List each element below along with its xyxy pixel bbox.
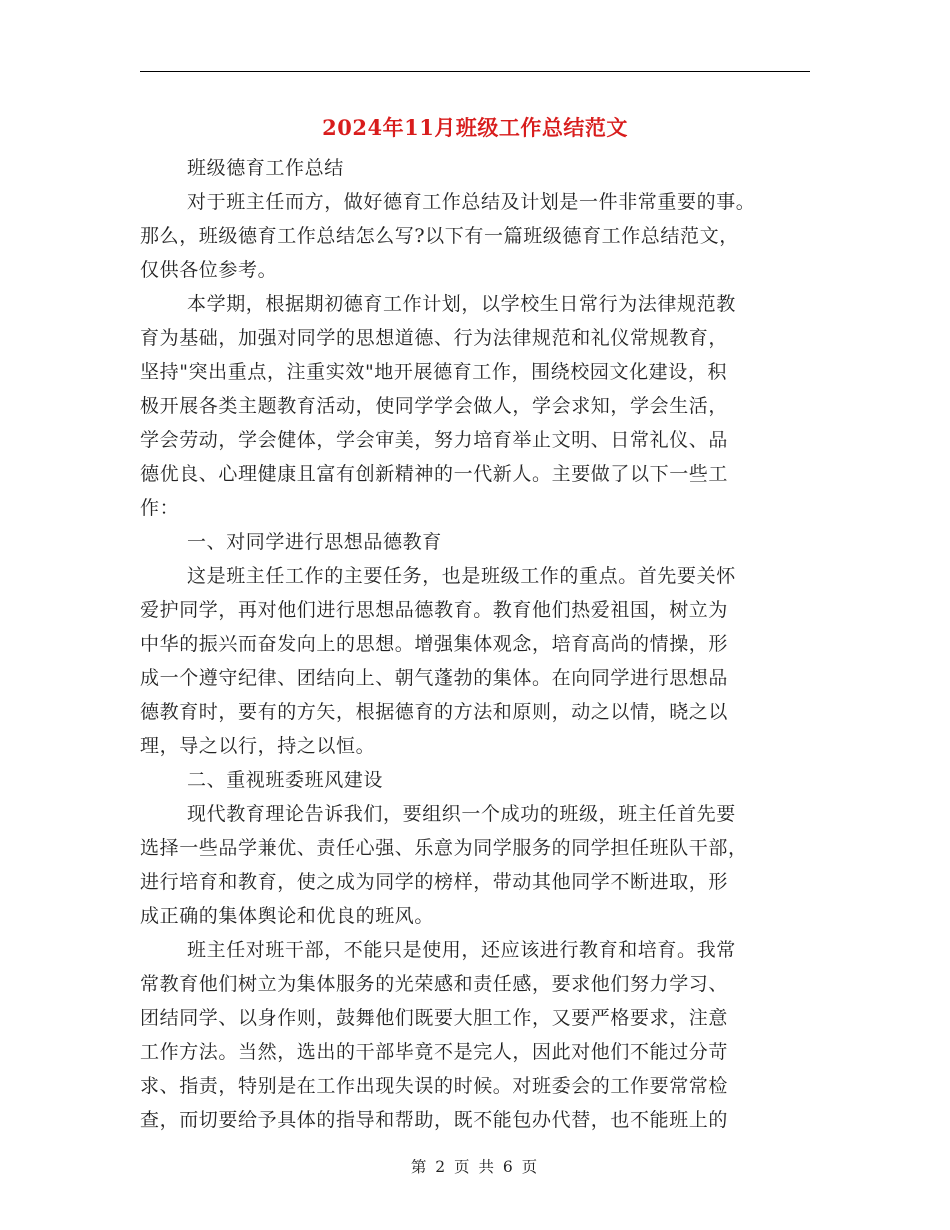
text-line: 查，而切要给予具体的指导和帮助，既不能包办代替，也不能班上的 bbox=[140, 1109, 729, 1131]
text-line: 工作方法。当然，选出的干部毕竟不是完人，因此对他们不能过分苛 bbox=[140, 1041, 729, 1063]
section-heading: 一、对同学进行思想品德教育 bbox=[187, 531, 442, 553]
page-number: 第 2 页 共 6 页 bbox=[410, 1158, 540, 1176]
text-line: 德优良、心理健康且富有创新精神的一代新人。主要做了以下一些工 bbox=[140, 463, 729, 485]
text-line: 那么，班级德育工作总结怎么写?以下有一篇班级德育工作总结范文， bbox=[140, 225, 739, 247]
text-line: 现代教育理论告诉我们，要组织一个成功的班级，班主任首先要 bbox=[187, 803, 736, 825]
header-rule bbox=[140, 71, 810, 72]
text-line: 班主任对班干部，不能只是使用，还应该进行教育和培育。我常 bbox=[187, 939, 736, 961]
text-line: 常教育他们树立为集体服务的光荣感和责任感，要求他们努力学习、 bbox=[140, 973, 729, 995]
text-line: 成一个遵守纪律、团结向上、朝气蓬勃的集体。在向同学进行思想品 bbox=[140, 667, 729, 689]
text-line: 育为基础，加强对同学的思想道德、行为法律规范和礼仪常规教育， bbox=[140, 327, 729, 349]
text-line: 中华的振兴而奋发向上的思想。增强集体观念，培育高尚的情操，形 bbox=[140, 633, 729, 655]
text-line: 极开展各类主题教育活动，使同学学会做人，学会求知，学会生活， bbox=[140, 395, 729, 417]
text-line: 求、指责，特别是在工作出现失误的时候。对班委会的工作要常常检 bbox=[140, 1075, 729, 1097]
text-line: 选择一些品学兼优、责任心强、乐意为同学服务的同学担任班队干部， bbox=[140, 837, 748, 859]
text-line: 团结同学、以身作则，鼓舞他们既要大胆工作，又要严格要求，注意 bbox=[140, 1007, 729, 1029]
text-line: 进行培育和教育，使之成为同学的榜样，带动其他同学不断进取，形 bbox=[140, 871, 729, 893]
text-line: 仅供各位参考。 bbox=[140, 259, 278, 281]
document-title: 2024年11月班级工作总结范文 bbox=[322, 115, 628, 140]
text-line: 本学期，根据期初德育工作计划，以学校生日常行为法律规范教 bbox=[187, 293, 736, 315]
text-line: 对于班主任而方，做好德育工作总结及计划是一件非常重要的事。 bbox=[187, 191, 756, 213]
section-heading: 二、重视班委班风建设 bbox=[187, 769, 384, 791]
text-line: 坚持"突出重点，注重实效"地开展德育工作，围绕校园文化建设，积 bbox=[140, 361, 728, 383]
text-line: 这是班主任工作的主要任务，也是班级工作的重点。首先要关怀 bbox=[187, 565, 736, 587]
text-line: 成正确的集体舆论和优良的班风。 bbox=[140, 905, 435, 927]
text-line: 班级德育工作总结 bbox=[187, 157, 344, 179]
text-line: 理，导之以行，持之以恒。 bbox=[140, 735, 376, 757]
text-line: 作： bbox=[140, 497, 180, 519]
text-line: 学会劳动，学会健体，学会审美，努力培育举止文明、日常礼仪、品 bbox=[140, 429, 729, 451]
text-line: 爱护同学，再对他们进行思想品德教育。教育他们热爱祖国，树立为 bbox=[140, 599, 729, 621]
text-line: 德教育时，要有的方矢，根据德育的方法和原则，动之以情，晓之以 bbox=[140, 701, 729, 723]
